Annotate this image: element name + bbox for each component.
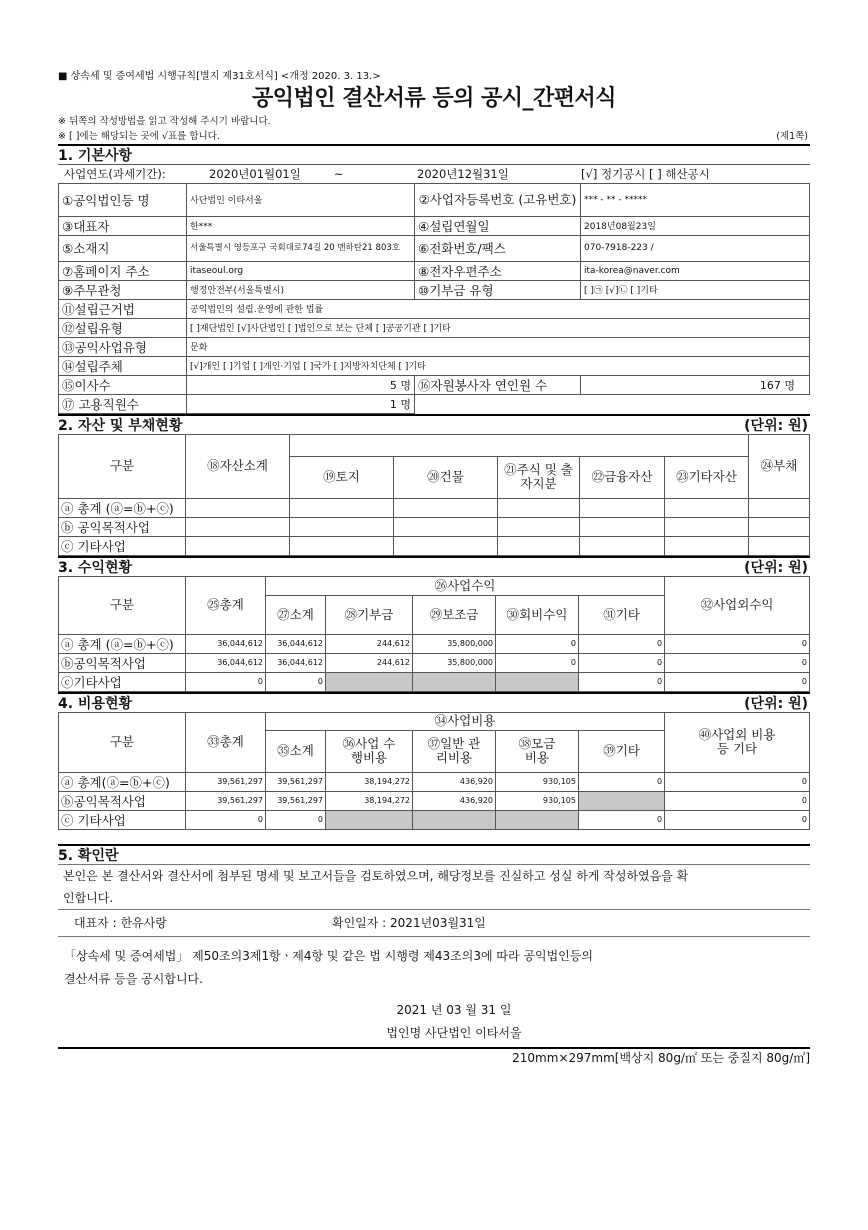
assets-row-other-label: ⓒ 기타사업 [59,536,186,555]
est-type-label: ⑫설립유형 [59,318,187,337]
table-row [59,536,810,555]
law-reference: ■ 상속세 및 증여세법 시행규칙[별지 제31호서식] <개정 2020. 3. 13.> [58,71,381,82]
est-date-value: 2018년08월23일 [581,216,810,235]
law-statement-2: 결산서류 등을 공시합니다. [64,971,203,986]
table-row [59,772,810,791]
expense-h-business: ㉞사업비용 [266,712,665,730]
assets-h-stock: ㉑주식 및 출자지분 [498,456,580,498]
expense-unit: (단위: 원) [744,695,808,712]
phone-label: ⑥전화번호/팩스 [415,235,581,261]
donation-type-value: [ ]㉠ [√]㉡ [ ]기타 [581,280,810,299]
revenue-total-fee: 0 [496,634,579,653]
revenue-total-etc: 0 [579,634,665,653]
employees-label: ⑰ 고용직원수 [59,394,187,413]
note-guide: ※ 뒤쪽의 작성방법을 읽고 작성해 주시기 바랍니다. [58,116,271,127]
assets-h-land: ⑲토지 [290,456,394,498]
sign-date: 2021 년 03 월 31 일 [396,1002,512,1017]
revenue-other-fee-shaded [496,672,579,691]
expense-public-exec: 38,194,272 [326,791,413,810]
org-name-label: ①공익법인등 명 [59,183,187,216]
expense-table [58,712,810,830]
email-label: ⑧전자우편주소 [415,261,581,280]
fiscal-year-to: 2020년12월31일 [414,165,578,183]
volunteers-label: ⑯자원봉사자 연인원 수 [415,375,581,394]
founder-label: ⑭설립주체 [59,356,187,375]
founder-value: [√]개인 [ ]기업 [ ]개인·기업 [ ]국가 [ ]지방자치단체 [ ]기타 [187,356,810,375]
field-label: ⑬공익사업유형 [59,337,187,356]
expense-total-fund: 930,105 [496,772,579,791]
expense-public-total: 39,561,297 [186,791,266,810]
revenue-unit: (단위: 원) [744,559,808,576]
expense-row-total-label: ⓐ 총계(ⓐ=ⓑ+ⓒ) [59,772,186,791]
revenue-h-fee: ㉚회비수익 [496,595,579,634]
revenue-other-total: 0 [186,672,266,691]
revenue-total-sub: 36,044,612 [266,634,326,653]
revenue-h-subtotal: ㉗소계 [266,595,326,634]
assets-h-other: ㉓기타자산 [665,456,749,498]
volunteers-value: 167 명 [581,375,810,394]
revenue-table [58,576,810,692]
form-page [58,70,810,1067]
expense-public-non: 0 [665,791,810,810]
expense-h-etc: ㊴기타 [579,730,665,772]
revenue-public-fee: 0 [496,653,579,672]
section-expense-title: 4. 비용현황 (단위: 원) [58,692,810,712]
table-row [59,672,810,691]
revenue-other-sub: 0 [266,672,326,691]
assets-table [58,434,810,556]
expense-h-nonbusiness: ㊵사업외 비용 등 기타 [665,712,810,772]
address-label: ⑤소재지 [59,235,187,261]
assets-h-financial: ㉒금융자산 [580,456,665,498]
table-row [59,517,810,536]
confirm-text-1: 본인은 본 결산서와 결산서에 첨부된 명세 및 보고서들을 검토하였으며, 해당정보를 진실하고 성실 하게 작성하였음을 확 [63,868,689,883]
expense-h-admin: ㊲일반 관리비용 [413,730,496,772]
expense-other-fund-shaded [496,810,579,829]
revenue-public-etc: 0 [579,653,665,672]
revenue-h-total: ㉕총계 [186,576,266,634]
email-value: ita-korea@naver.com [581,261,810,280]
revenue-h-grant: ㉙보조금 [413,595,496,634]
basis-law-value: 공익법인의 설립.운영에 관한 법률 [187,299,810,318]
fiscal-year-label: 사업연도(과세기간): [58,165,206,183]
section-revenue-title: 3. 수익현황 (단위: 원) [58,556,810,576]
rep-value: 한*** [187,216,415,235]
confirm-date: 확인일자 : 2021년03월31일 [332,915,486,930]
basis-law-label: ⑪설립근거법 [59,299,187,318]
revenue-public-grant: 35,800,000 [413,653,496,672]
fiscal-year-tilde: ~ [326,165,414,183]
address-value: 서울특별시 영등포구 국회대로74길 20 맨하탄21 803호 [187,235,415,261]
authority-value: 행정안전부(서울특별시) [187,280,415,299]
expense-total-etc: 0 [579,772,665,791]
revenue-row-other-label: ⓒ기타사업 [59,672,186,691]
assets-h-building: ⑳건물 [394,456,498,498]
bizno-value: *** - ** - ***** [581,183,810,216]
revenue-row-public-label: ⓑ공익목적사업 [59,653,186,672]
law-statement-1: 「상속세 및 증여세법」 제50조의3제1항ㆍ제4항 및 같은 법 시행령 제43조의3에 따라 공익법인등의 [64,948,593,963]
revenue-public-total: 36,044,612 [186,653,266,672]
basic-info-table [58,183,810,414]
fiscal-year-row [58,164,810,183]
table-row [59,653,810,672]
expense-public-admin: 436,920 [413,791,496,810]
expense-other-non: 0 [665,810,810,829]
confirm-block [58,864,810,1045]
expense-public-sub: 39,561,297 [266,791,326,810]
expense-h-exec: ㊱사업 수행비용 [326,730,413,772]
expense-total-sub: 39,561,297 [266,772,326,791]
table-row [59,634,810,653]
assets-row-public-label: ⓑ 공익목적사업 [59,517,186,536]
expense-other-etc: 0 [579,810,665,829]
page-number: (제1쪽) [776,131,808,142]
form-title: 공익법인 결산서류 등의 공시_간편서식 [251,86,616,111]
revenue-h-nonbusiness: ㉜사업외수익 [665,576,810,634]
table-row [59,498,810,517]
expense-h-category: 구분 [59,712,186,772]
revenue-other-etc: 0 [579,672,665,691]
paper-spec: 210mm×297mm[백상지 80g/㎡ 또는 중질지 80g/㎡] [512,1050,810,1065]
employees-value: 1 명 [187,394,415,413]
expense-total-non: 0 [665,772,810,791]
table-row [59,791,810,810]
revenue-total-non: 0 [665,634,810,653]
revenue-other-grant-shaded [413,672,496,691]
revenue-public-sub: 36,044,612 [266,653,326,672]
assets-unit: (단위: 원) [744,417,808,434]
directors-value: 5 명 [187,375,415,394]
directors-label: ⑮이사수 [59,375,187,394]
confirm-representative: 대표자 : 한유사랑 [74,915,167,930]
expense-other-total: 0 [186,810,266,829]
bizno-label: ②사업자등록번호 (고유번호) [415,183,581,216]
revenue-h-donation: ㉘기부금 [326,595,413,634]
expense-other-admin-shaded [413,810,496,829]
assets-h-total: ⑱자산소계 [186,434,290,498]
expense-public-fund: 930,105 [496,791,579,810]
section-assets-title: 2. 자산 및 부채현황 (단위: 원) [58,414,810,434]
revenue-public-non: 0 [665,653,810,672]
revenue-total-total: 36,044,612 [186,634,266,653]
revenue-total-donation: 244,612 [326,634,413,653]
donation-type-label: ⑩기부금 유형 [415,280,581,299]
assets-row-total-label: ⓐ 총계 (ⓐ=ⓑ+ⓒ) [59,498,186,517]
rep-label: ③대표자 [59,216,187,235]
revenue-other-donation-shaded [326,672,413,691]
homepage-label: ⑦홈페이지 주소 [59,261,187,280]
expense-other-exec-shaded [326,810,413,829]
revenue-h-business: ㉖사업수익 [266,576,665,595]
expense-other-sub: 0 [266,810,326,829]
assets-h-category: 구분 [59,434,186,498]
est-type-value: [ ]재단법인 [√]사단법인 [ ]법인으로 보는 단체 [ ]공공기관 [ ]기타 [187,318,810,337]
expense-row-public-label: ⓑ공익목적사업 [59,791,186,810]
section-confirm-title: 5. 확인란 [58,844,810,864]
expense-h-total: ㉝총계 [186,712,266,772]
fiscal-year-from: 2020년01월01일 [206,165,326,183]
revenue-row-total-label: ⓐ 총계 (ⓐ=ⓑ+ⓒ) [59,634,186,653]
corp-name: 법인명 사단법인 이타서울 [386,1025,522,1040]
expense-row-other-label: ⓒ 기타사업 [59,810,186,829]
expense-total-admin: 436,920 [413,772,496,791]
section-basic-title: 1. 기본사항 [58,144,810,164]
org-name-value: 사단법인 이타서울 [187,183,415,216]
expense-h-fundraising: ㊳모금 비용 [496,730,579,772]
est-date-label: ④설립연월일 [415,216,581,235]
assets-h-group [290,434,749,456]
homepage-value: itaseoul.org [187,261,415,280]
field-value: 문화 [187,337,810,356]
expense-h-subtotal: ㉟소계 [266,730,326,772]
table-row [59,810,810,829]
expense-total-exec: 38,194,272 [326,772,413,791]
disclosure-type: [√] 정기공시 [ ] 해산공시 [578,165,810,183]
revenue-total-grant: 35,800,000 [413,634,496,653]
employees-blank [415,394,810,413]
revenue-other-non: 0 [665,672,810,691]
expense-public-etc-shaded [579,791,665,810]
assets-h-debt: ㉔부채 [749,434,810,498]
phone-value: 070-7918-223 / [581,235,810,261]
note-check: ※ [ ]에는 해당되는 곳에 √표를 합니다. [58,131,220,142]
revenue-h-etc: ㉛기타 [579,595,665,634]
confirm-signer-row [58,910,810,936]
expense-total-total: 39,561,297 [186,772,266,791]
confirm-text-2: 인합니다. [63,890,114,905]
revenue-h-category: 구분 [59,576,186,634]
authority-label: ⑨주무관청 [59,280,187,299]
form-notes [58,114,810,144]
revenue-public-donation: 244,612 [326,653,413,672]
